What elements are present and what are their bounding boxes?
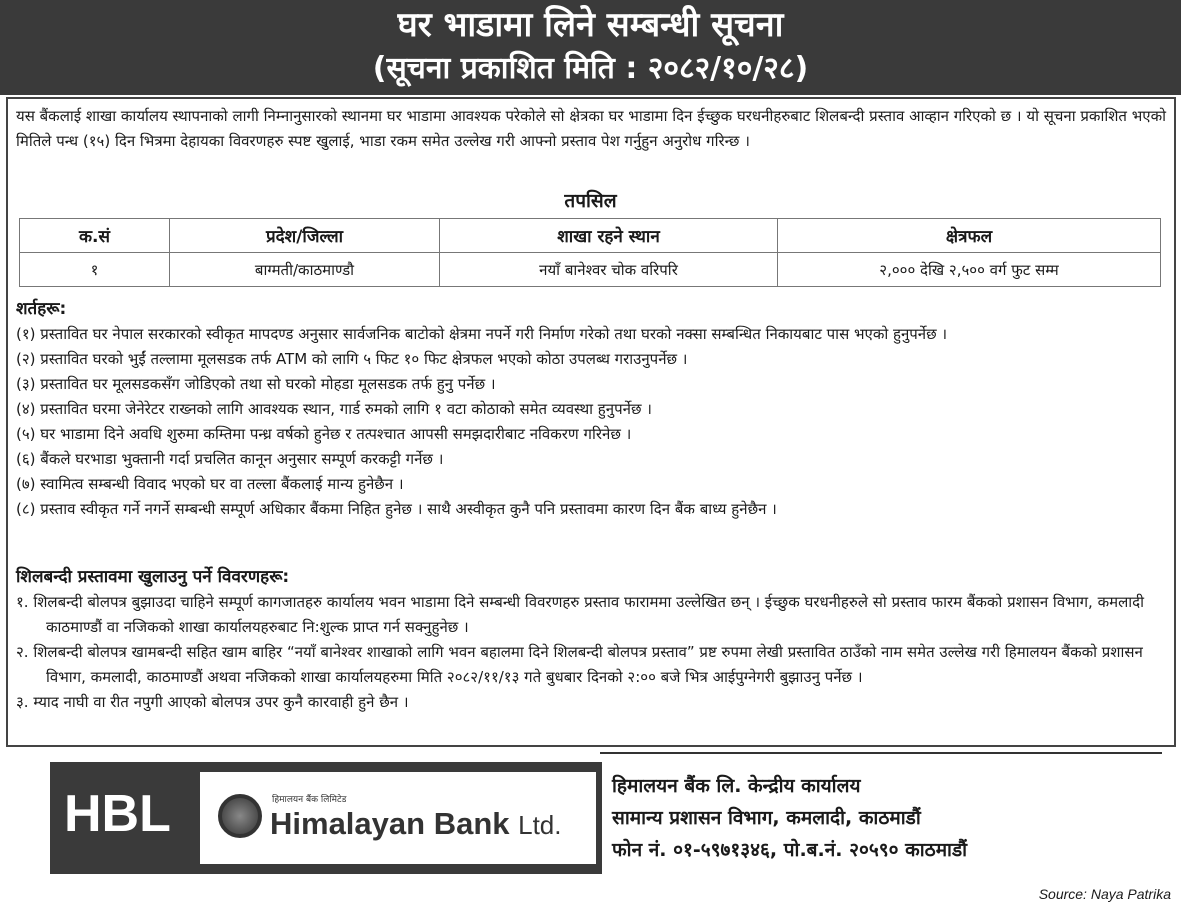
table-cell: नयाँ बानेश्वर चोक वरिपरि — [440, 253, 778, 287]
table-header-row — [20, 219, 1161, 253]
address-line: सामान्य प्रशासन विभाग, कमलादी, काठमाडौं — [612, 807, 921, 829]
bank-logo-block — [50, 762, 602, 874]
bank-logo-panel — [200, 772, 596, 864]
bank-name-nepali: हिमालयन बैंक लिमिटेड — [272, 795, 347, 805]
col-header: प्रदेश/जिल्ला — [170, 219, 440, 253]
table-row — [20, 253, 1161, 287]
divider — [600, 752, 1162, 754]
col-header: क्षेत्रफल — [778, 219, 1161, 253]
list-item: १. शिलबन्दी बोलपत्र बुझाउदा चाहिने सम्पूर्ण कागजातहरु कार्यालय भवन भाडामा दिने सम्बन्धी विवरणहरु प्रस्ताव फाराममा उल्लेखित छन् । ईच्छुक घरधनीहरुले सो प्रस्ताव फारम बैंकको प्रशासन विभाग, कमलादी काठमाण्डौं वा नजिकको शाखा कार्यालयहरुबाट नि:शुल्क प्राप्त गर्न सक्नुहुनेछ । — [16, 593, 1144, 636]
list-item: (३) प्रस्तावित घर मूलसडकसँग जोडिएको तथा सो घरको मोहडा मूलसडक तर्फ हुनु पर्नेछ । — [16, 375, 496, 393]
list-item: (४) प्रस्तावित घरमा जेनेरेटर राख्नको लागि आवश्यक स्थान, गार्ड रुमको लागि १ वटा कोठाको समेत व्यवस्था हुनुपर्नेछ । — [16, 400, 652, 418]
table-cell: बाग्मती/काठमाण्डौ — [170, 253, 440, 287]
list-item: २. शिलबन्दी बोलपत्र खामबन्दी सहित खाम बाहिर “नयाँ बानेश्वर शाखाको लागि भवन बहालमा दिने शिलबन्दी बोलपत्र प्रस्ताव” प्रष्ट रुपमा लेखी प्रस्तावित ठाउँको नाम समेत उल्लेख गरी हिमालयन बैंकको प्रशासन विभाग, कमलादी, काठमाण्डौं अथवा नजिकको शाखा कार्यालयहरुमा मिति २०८२/११/१३ गते बुधबार दिनको २:०० बजे भित्र आईपुग्नेगरी बुझाउनु पर्नेछ । — [16, 643, 1143, 686]
notice-title: घर भाडामा लिने सम्बन्धी सूचना — [397, 5, 784, 45]
list-item: (५) घर भाडामा दिने अवधि शुरुमा कम्तिमा पन्ध्र वर्षको हुनेछ र तत्पश्चात आपसी समझदारीबाट नविकरण गरिनेछ । — [16, 425, 632, 443]
address-line: फोन नं. ०१-५९७१३४६, पो.ब.नं. २०५९० काठमाडौं — [612, 839, 968, 861]
list-item: (६) बैंकले घरभाडा भुक्तानी गर्दा प्रचलित कानून अनुसार सम्पूर्ण करकट्टी गर्नेछ । — [16, 450, 444, 468]
conditions-title: शर्तहरू: — [16, 299, 67, 319]
list-item: ३. म्याद नाघी वा रीत नपुगी आएको बोलपत्र उपर कुनै कारवाही हुने छैन । — [16, 693, 409, 711]
bank-name — [270, 806, 562, 842]
col-header: शाखा रहने स्थान — [440, 219, 778, 253]
source-credit: Source: Naya Patrika — [1038, 886, 1171, 902]
conditions-list — [16, 322, 1166, 522]
details-title: शिलबन्दी प्रस्तावमा खुलाउनु पर्ने विवरणहरू: — [16, 567, 290, 587]
list-item: (२) प्रस्तावित घरको भुईं तल्लामा मूलसडक तर्फ ATM को लागि ५ फिट १० फिट क्षेत्रफल भएको कोठा उपलब्ध गराउनुपर्नेछ । — [16, 350, 688, 368]
intro-paragraph: यस बैंकलाई शाखा कार्यालय स्थापनाको लागी निम्नानुसारको स्थानमा घर भाडामा आवश्यक परेकोले सो क्षेत्रका घर भाडामा दिन ईच्छुक घरधनीहरुबाट शिलबन्दी प्रस्ताव आव्हान गरिएको छ । यो सूचना प्रकाशित भएको मितिले पन्ध (१५) दिन भित्रमा देहायका विवरणहरु स्पष्ट खुलाई, भाडा रकम समेत उल्लेख गरी आफ्नो प्रस्ताव पेश गर्नुहुन अनुरोध गरिन्छ । — [16, 107, 1166, 150]
bank-address — [612, 770, 967, 866]
address-line: हिमालयन बैंक लि. केन्द्रीय कार्यालय — [612, 775, 861, 797]
table-cell: १ — [20, 253, 170, 287]
list-item: (१) प्रस्तावित घर नेपाल सरकारको स्वीकृत मापदण्ड अनुसार सार्वजनिक बाटोको क्षेत्रमा नपर्ने गरी निर्माण गरेको तथा घरको नक्सा सम्बन्धित निकायबाट पास भएको हुनुपर्नेछ । — [16, 325, 948, 343]
hbl-logo: HBL — [64, 785, 171, 843]
col-header: क.सं — [20, 219, 170, 253]
notice-date: (सूचना प्रकाशित मिति : २०८२/१०/२८) — [372, 51, 809, 86]
list-item: (७) स्वामित्व सम्बन्धी विवाद भएको घर वा तल्ला बैंकलाई मान्य हुनेछैन । — [16, 475, 404, 493]
bank-seal-icon — [218, 794, 262, 838]
table-cell: २,००० देखि २,५०० वर्ग फुट सम्म — [778, 253, 1161, 287]
notice-header — [0, 0, 1181, 95]
bank-suffix: Ltd. — [518, 810, 562, 840]
details-list — [16, 590, 1166, 715]
table-title: तपसिल — [564, 190, 617, 212]
details-table — [19, 218, 1161, 287]
bank-name-text: Himalayan Bank — [270, 806, 510, 841]
list-item: (८) प्रस्ताव स्वीकृत गर्ने नगर्ने सम्बन्धी सम्पूर्ण अधिकार बैंकमा निहित हुनेछ । साथै अस्वीकृत कुनै पनि प्रस्तावमा कारण दिन बैंक बाध्य हुनेछैन । — [16, 500, 777, 518]
